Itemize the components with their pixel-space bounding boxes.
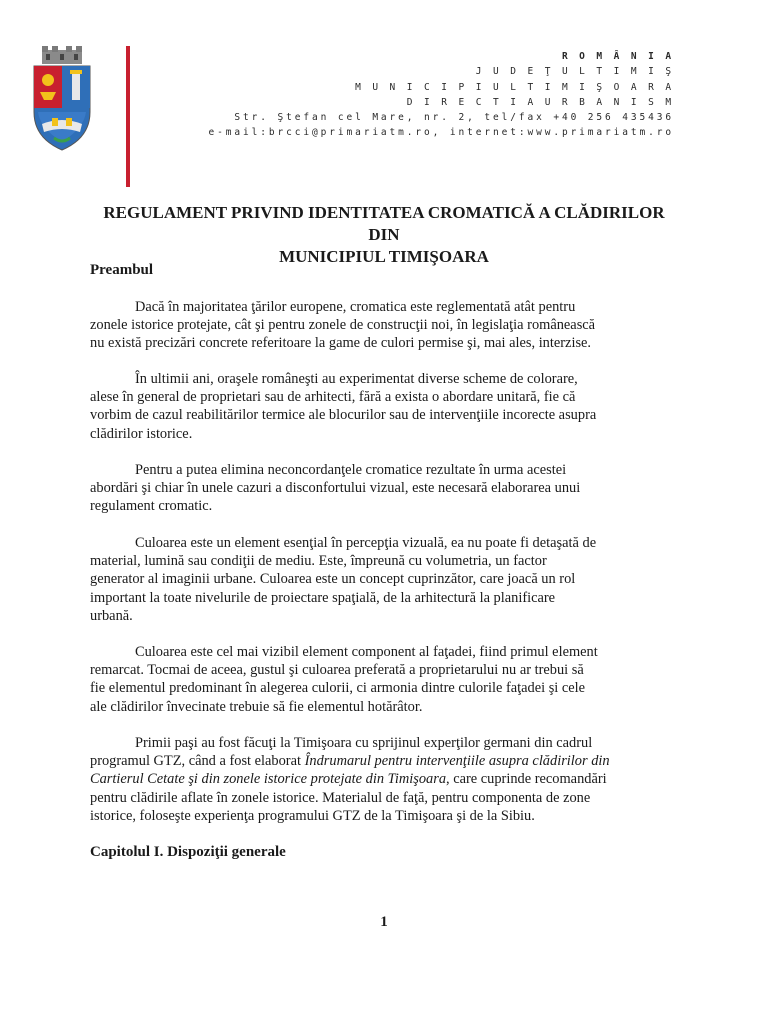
letterhead-contact: e-mail:brcci@primariatm.ro, internet:www.primariatm.ro bbox=[208, 127, 674, 139]
paragraph-line: material, lumină sau condiţii de mediu. Este, împreună cu volumetria, un factor bbox=[90, 553, 547, 570]
letterhead-county: J U D E Ţ U L T I M I Ş bbox=[475, 66, 674, 78]
paragraph-line: Primii paşi au fost făcuţi la Timişoara cu sprijinul experţilor germani din cadrul bbox=[135, 735, 593, 751]
paragraph-line bbox=[90, 770, 672, 788]
paragraph-line: urbană. bbox=[90, 607, 133, 624]
paragraph-line: zonele istorice protejate, cât şi pentru zonele de construcţii noi, în legislaţia românească bbox=[90, 317, 596, 334]
paragraph-6 bbox=[90, 734, 672, 825]
paragraph-line: clădirilor istorice. bbox=[90, 425, 193, 442]
letterhead-accent-bar bbox=[126, 46, 130, 187]
paragraph-line: fie elementul predominant în alegerea culorii, ci armonia dintre culorile faţadei şi cele bbox=[90, 680, 586, 697]
paragraph-line: regulament cromatic. bbox=[90, 498, 213, 515]
paragraph-line: nu există precizări concrete referitoare la game de culori permise şi, mai ales, interzise. bbox=[90, 335, 592, 352]
paragraph-line: Pentru a putea elimina neconcordanţele cromatice rezultate în urma acestei bbox=[135, 462, 567, 478]
paragraph-line: pentru clădirile aflate în zonele istorice. Materialul de faţă, pentru componenta de zone bbox=[90, 789, 591, 806]
page-number: 1 bbox=[380, 914, 388, 930]
letterhead bbox=[209, 49, 674, 141]
letterhead-municipality: M U N I C I P I U L T I M I Ş O A R A bbox=[355, 81, 674, 93]
paragraph-line: În ultimii ani, oraşele româneşti au experimentat diverse scheme de colorare, bbox=[135, 371, 578, 387]
paragraph-line bbox=[90, 752, 672, 770]
paragraph-line: remarcat. Tocmai de aceea, gustul şi culoarea preferată a proprietarului nu ar trebui să bbox=[90, 662, 584, 679]
paragraph-text: programul GTZ, când a fost elaborat bbox=[90, 753, 305, 770]
letterhead-department: D I R E C T I A U R B A N I S M bbox=[406, 96, 674, 108]
coat-of-arms-icon bbox=[30, 46, 94, 152]
letterhead-country: R O M Â N I A bbox=[561, 51, 674, 62]
paragraph-line: generator al imaginii urbane. Culoarea este un concept cuprinzător, care joacă un rol bbox=[90, 571, 576, 588]
letterhead-address: Str. Ştefan cel Mare, nr. 2, tel/fax +40 256 435436 bbox=[234, 112, 674, 124]
paragraph-line: abordări şi chiar în unele cazuri a disconfortului vizual, este necesară elaborarea unui bbox=[90, 480, 581, 497]
paragraph-line: Dacă în majoritatea ţărilor europene, cromatica este reglementată atât pentru bbox=[135, 299, 576, 315]
paragraph-3 bbox=[90, 461, 672, 516]
title-line: MUNICIPIUL TIMIŞOARA bbox=[279, 247, 489, 266]
paragraph-2 bbox=[90, 370, 672, 443]
document-title bbox=[90, 202, 678, 268]
title-line: REGULAMENT PRIVIND IDENTITATEA CROMATICĂ A CLĂDIRILOR DIN bbox=[103, 203, 665, 244]
chapter-heading: Capitolul I. Dispoziţii generale bbox=[90, 844, 286, 860]
guide-title-italic: Îndrumarul pentru intervenţiile asupra clădirilor din bbox=[304, 753, 610, 770]
paragraph-4 bbox=[90, 534, 672, 625]
paragraph-line: ale clădirilor învecinate trebuie să fie elementul hotărâtor. bbox=[90, 698, 423, 715]
paragraph-line: Culoarea este cel mai vizibil element component al faţadei, fiind primul element bbox=[135, 644, 598, 660]
paragraph-1 bbox=[90, 298, 672, 353]
paragraph-5 bbox=[90, 643, 672, 716]
paragraph-line: istorice, foloseşte experienţa programului GTZ de la Timişoara şi de la Sibiu. bbox=[90, 807, 535, 824]
paragraph-text: , care cuprinde recomandări bbox=[446, 771, 607, 788]
paragraph-line: Culoarea este un element esenţial în percepţia vizuală, ea nu poate fi detaşată de bbox=[135, 535, 597, 551]
paragraph-line: vorbim de cazul reabilitărilor termice ale blocurilor sau de intervenţiile incorecte asupra bbox=[90, 407, 597, 424]
paragraph-line: alese în general de proprietari sau de arhitecti, fără a exista o abordare unitară, fie că bbox=[90, 389, 576, 406]
paragraph-line: important la toate nivelurile de proiectare spaţială, de la arhitectură la planificare bbox=[90, 589, 556, 606]
guide-title-italic: Cartierul Cetate şi din zonele istorice protejate din Timişoara bbox=[90, 771, 447, 788]
preamble-heading: Preambul bbox=[90, 262, 154, 278]
